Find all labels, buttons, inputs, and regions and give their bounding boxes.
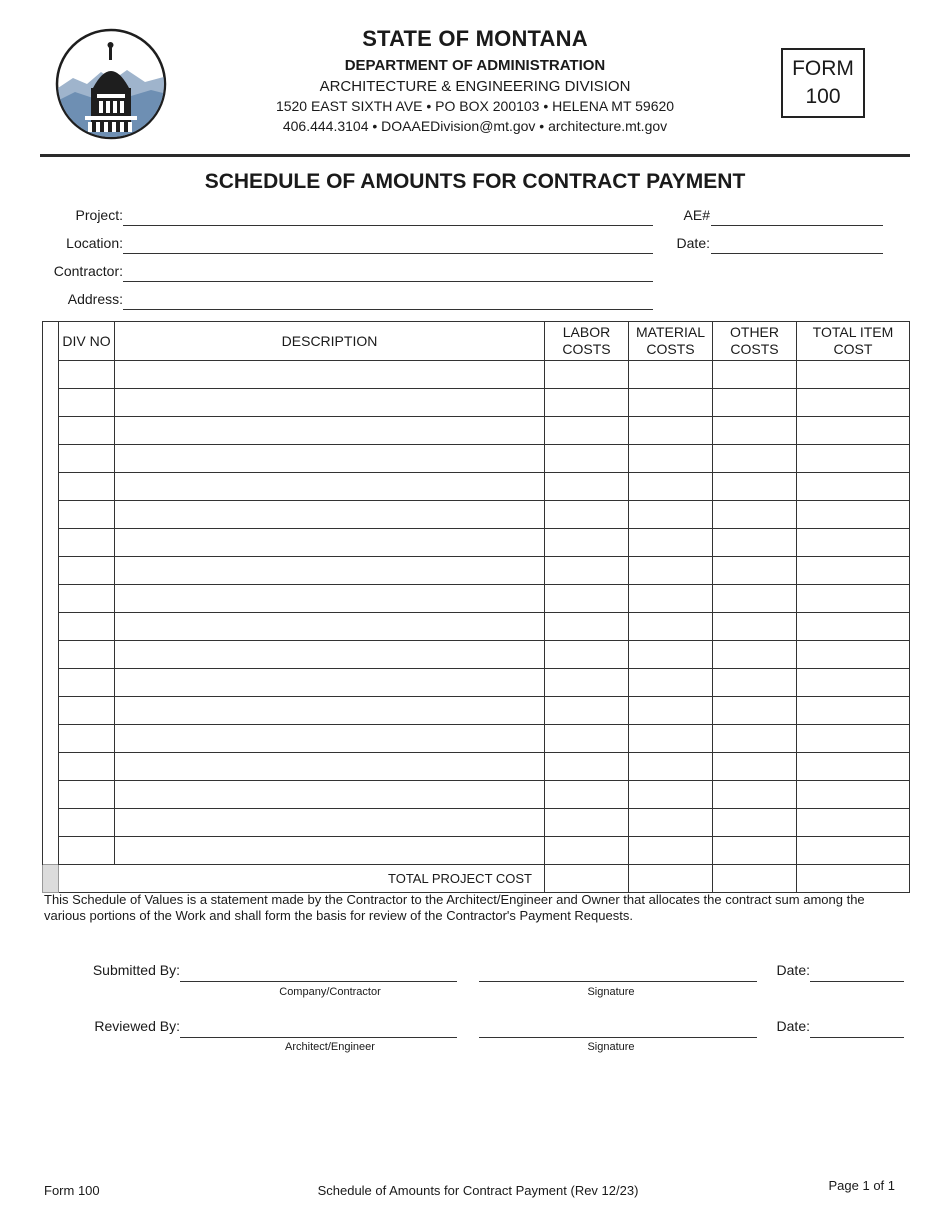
total-item-cost-cell[interactable] [797,389,910,417]
table-row [43,613,910,641]
schedule-table [42,321,910,893]
material-cost-cell[interactable] [629,753,713,781]
department-name: DEPARTMENT OF ADMINISTRATION [344,57,606,74]
reviewed-signature-caption: Signature [587,1041,635,1053]
total-item-cost-cell[interactable] [797,669,910,697]
other-cost-cell[interactable] [713,501,797,529]
form-number-box [781,48,865,118]
reviewed-engineer-caption: Architect/Engineer [285,1041,375,1053]
description-cell[interactable] [115,837,545,865]
material-cost-cell[interactable] [629,389,713,417]
table-row [43,753,910,781]
other-cost-cell[interactable] [713,585,797,613]
labor-cost-cell[interactable] [545,781,629,809]
description-cell[interactable] [115,557,545,585]
description-cell[interactable] [115,417,545,445]
material-cost-cell[interactable] [629,697,713,725]
total-item-cost-cell[interactable] [797,781,910,809]
row-gutter [43,417,59,445]
labor-cost-cell[interactable] [545,697,629,725]
location-label: Location: [66,235,123,251]
description-cell[interactable] [115,613,545,641]
reviewed-date-label: Date: [776,1018,810,1034]
material-cost-cell[interactable] [629,809,713,837]
reviewed-by-label: Reviewed By: [94,1018,180,1034]
row-gutter [43,725,59,753]
total-project-cost-cell[interactable] [797,865,910,893]
form-label: FORM [792,57,854,80]
row-gutter [43,557,59,585]
total-material-cell[interactable] [629,865,713,893]
mailing-address: 1520 EAST SIXTH AVE • PO BOX 200103 • HELENA MT 59620 [275,98,675,114]
submitted-date-line[interactable] [810,980,904,982]
other-cost-cell[interactable] [713,697,797,725]
other-cost-cell[interactable] [713,725,797,753]
other-cost-cell[interactable] [713,557,797,585]
table-row [43,585,910,613]
footer-document-title: Schedule of Amounts for Contract Payment (Rev 12/23) [317,1183,639,1198]
date-field[interactable] [711,252,883,254]
ae-number-label: AE# [683,207,710,223]
ae-number-field[interactable] [711,224,883,226]
row-gutter [43,585,59,613]
submitted-company-caption: Company/Contractor [279,986,381,998]
table-row [43,389,910,417]
other-cost-cell[interactable] [713,389,797,417]
description-cell[interactable] [115,501,545,529]
row-gutter [43,445,59,473]
row-gutter [43,322,59,361]
submitted-signature-line[interactable] [479,980,757,982]
total-item-cost-cell[interactable] [797,809,910,837]
description-cell[interactable] [115,529,545,557]
div-no-cell[interactable] [59,501,115,529]
material-cost-cell[interactable] [629,585,713,613]
schedule-note: This Schedule of Values is a statement made by the Contractor to the Architect/Engineer and Owner that allocates the contract sum among the various portions of the Work and shall form the basis for review of the Contractor's Payment Requests. [44,892,865,923]
div-no-cell[interactable] [59,641,115,669]
page-title: SCHEDULE OF AMOUNTS FOR CONTRACT PAYMENT [204,170,746,193]
total-item-cost-cell[interactable] [797,473,910,501]
date-label: Date: [676,235,710,251]
description-cell[interactable] [115,445,545,473]
material-cost-cell[interactable] [629,557,713,585]
description-cell[interactable] [115,697,545,725]
labor-cost-cell[interactable] [545,445,629,473]
total-item-cost-cell[interactable] [797,361,910,389]
div-no-cell[interactable] [59,529,115,557]
address-field[interactable] [123,308,653,310]
division-name: ARCHITECTURE & ENGINEERING DIVISION [319,78,631,95]
other-cost-cell[interactable] [713,809,797,837]
address-label: Address: [67,291,123,307]
total-item-cost-cell[interactable] [797,501,910,529]
material-cost-cell[interactable] [629,473,713,501]
labor-cost-cell[interactable] [545,473,629,501]
row-gutter [43,389,59,417]
labor-cost-cell[interactable] [545,753,629,781]
labor-cost-cell[interactable] [545,725,629,753]
other-cost-cell[interactable] [713,613,797,641]
footer-form-number: Form 100 [44,1183,100,1198]
submitted-signature-caption: Signature [587,986,635,998]
description-cell[interactable] [115,781,545,809]
material-cost-cell[interactable] [629,781,713,809]
contact-info: 406.444.3104 • DOAAEDivision@mt.gov • architecture.mt.gov [282,118,668,134]
div-no-cell[interactable] [59,725,115,753]
table-row [43,473,910,501]
row-gutter [43,809,59,837]
other-cost-cell[interactable] [713,529,797,557]
row-gutter [43,865,59,893]
material-cost-cell[interactable] [629,837,713,865]
div-no-cell[interactable] [59,361,115,389]
other-cost-cell[interactable] [713,753,797,781]
div-no-cell[interactable] [59,417,115,445]
col-description: DESCRIPTION [115,322,545,361]
other-cost-cell[interactable] [713,445,797,473]
material-cost-cell[interactable] [629,641,713,669]
description-cell[interactable] [115,641,545,669]
table-row [43,361,910,389]
labor-cost-cell[interactable] [545,417,629,445]
div-no-cell[interactable] [59,585,115,613]
table-row [43,641,910,669]
state-title: STATE OF MONTANA [362,26,588,51]
div-no-cell[interactable] [59,781,115,809]
div-no-cell[interactable] [59,473,115,501]
total-item-cost-cell[interactable] [797,417,910,445]
row-gutter [43,501,59,529]
description-cell[interactable] [115,361,545,389]
total-item-cost-cell[interactable] [797,585,910,613]
labor-cost-cell[interactable] [545,529,629,557]
location-field[interactable] [123,252,653,254]
table-row [43,669,910,697]
table-row [43,501,910,529]
table-row [43,697,910,725]
row-gutter [43,641,59,669]
description-cell[interactable] [115,389,545,417]
header-divider [40,154,910,157]
div-no-cell[interactable] [59,837,115,865]
table-row [43,809,910,837]
description-cell[interactable] [115,669,545,697]
total-item-cost-cell[interactable] [797,557,910,585]
submitted-company-line[interactable] [180,980,457,982]
table-row [43,445,910,473]
labor-cost-cell[interactable] [545,613,629,641]
div-no-cell[interactable] [59,445,115,473]
total-item-cost-cell[interactable] [797,697,910,725]
total-item-cost-cell[interactable] [797,529,910,557]
submitted-by-label: Submitted By: [92,962,180,978]
labor-cost-cell[interactable] [545,669,629,697]
labor-cost-cell[interactable] [545,361,629,389]
table-row [43,529,910,557]
description-cell[interactable] [115,809,545,837]
material-cost-cell[interactable] [629,613,713,641]
contractor-field[interactable] [123,280,653,282]
other-cost-cell[interactable] [713,473,797,501]
labor-cost-cell[interactable] [545,585,629,613]
div-no-cell[interactable] [59,669,115,697]
material-cost-cell[interactable] [629,445,713,473]
description-cell[interactable] [115,725,545,753]
labor-cost-cell[interactable] [545,809,629,837]
description-cell[interactable] [115,473,545,501]
total-item-cost-cell[interactable] [797,725,910,753]
col-other-costs: OTHER COSTS [713,322,797,361]
row-gutter [43,837,59,865]
other-cost-cell[interactable] [713,669,797,697]
table-row [43,557,910,585]
row-gutter [43,529,59,557]
reviewed-date-line[interactable] [810,1036,904,1038]
div-no-cell[interactable] [59,809,115,837]
other-cost-cell[interactable] [713,837,797,865]
total-other-cell[interactable] [713,865,797,893]
row-gutter [43,361,59,389]
table-row [43,781,910,809]
total-row [43,865,910,893]
div-no-cell[interactable] [59,753,115,781]
row-gutter [43,613,59,641]
reviewed-engineer-line[interactable] [180,1036,457,1038]
total-item-cost-cell[interactable] [797,753,910,781]
labor-cost-cell[interactable] [545,501,629,529]
description-cell[interactable] [115,753,545,781]
col-labor-costs: LABOR COSTS [545,322,629,361]
labor-cost-cell[interactable] [545,389,629,417]
material-cost-cell[interactable] [629,361,713,389]
table-row [43,725,910,753]
description-cell[interactable] [115,585,545,613]
footer-page-number: Page 1 of 1 [828,1178,895,1193]
total-item-cost-cell[interactable] [797,837,910,865]
schedule-body [43,361,910,893]
div-no-cell[interactable] [59,613,115,641]
other-cost-cell[interactable] [713,417,797,445]
contractor-label: Contractor: [53,263,123,279]
material-cost-cell[interactable] [629,669,713,697]
row-gutter [43,669,59,697]
div-no-cell[interactable] [59,389,115,417]
col-div-no: DIV NO [59,322,115,361]
total-item-cost-cell[interactable] [797,641,910,669]
material-cost-cell[interactable] [629,417,713,445]
total-project-cost-label: TOTAL PROJECT COST [59,865,545,893]
labor-cost-cell[interactable] [545,557,629,585]
labor-cost-cell[interactable] [545,641,629,669]
row-gutter [43,473,59,501]
labor-cost-cell[interactable] [545,837,629,865]
material-cost-cell[interactable] [629,725,713,753]
form-number: 100 [805,85,841,108]
project-field[interactable] [123,224,653,226]
row-gutter [43,753,59,781]
col-total-item-cost: TOTAL ITEM COST [797,322,910,361]
table-row [43,837,910,865]
table-row [43,417,910,445]
total-labor-cell[interactable] [545,865,629,893]
material-cost-cell[interactable] [629,529,713,557]
total-item-cost-cell[interactable] [797,445,910,473]
material-cost-cell[interactable] [629,501,713,529]
other-cost-cell[interactable] [713,781,797,809]
row-gutter [43,781,59,809]
div-no-cell[interactable] [59,557,115,585]
div-no-cell[interactable] [59,697,115,725]
col-material-costs: MATERIAL COSTS [629,322,713,361]
row-gutter [43,697,59,725]
table-header-row [43,322,910,361]
total-item-cost-cell[interactable] [797,613,910,641]
project-label: Project: [75,207,123,223]
submitted-date-label: Date: [776,962,810,978]
other-cost-cell[interactable] [713,361,797,389]
other-cost-cell[interactable] [713,641,797,669]
reviewed-signature-line[interactable] [479,1036,757,1038]
